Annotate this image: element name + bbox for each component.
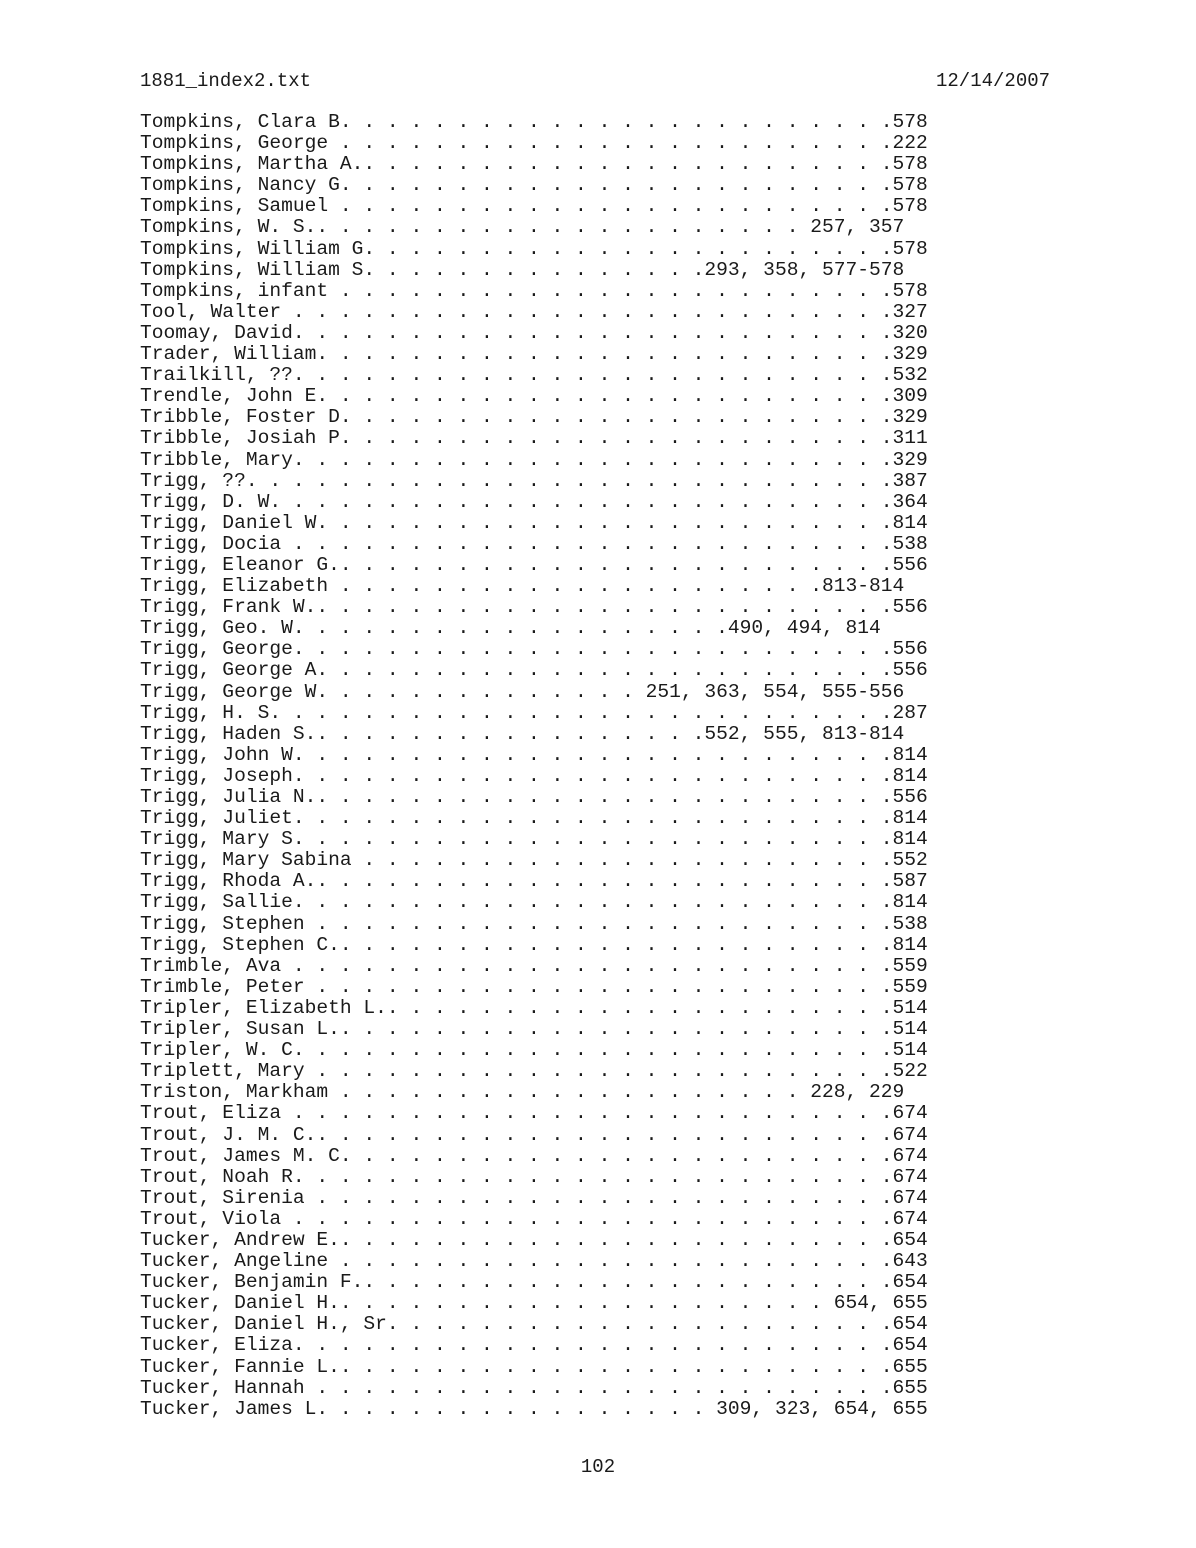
index-entry: Trigg, George A. . . . . . . . . . . . . . . . . . . . . . . . .556 <box>140 659 928 682</box>
index-entry: Trigg, Julia N.. . . . . . . . . . . . . . . . . . . . . . . . .556 <box>140 786 928 808</box>
index-entry: Trigg, Rhoda A.. . . . . . . . . . . . . . . . . . . . . . . . .587 <box>140 870 928 893</box>
index-entry: Tucker, Eliza. . . . . . . . . . . . . . . . . . . . . . . . . .654 <box>140 1334 928 1357</box>
index-entry: Tompkins, William G. . . . . . . . . . . . . . . . . . . . . . .578 <box>140 237 928 260</box>
index-entry: Tucker, Benjamin F.. . . . . . . . . . . . . . . . . . . . . . .654 <box>140 1271 928 1294</box>
index-entry: Trigg, H. S. . . . . . . . . . . . . . . . . . . . . . . . . . .287 <box>140 701 928 724</box>
index-entry: Trigg, Daniel W. . . . . . . . . . . . . . . . . . . . . . . . .814 <box>140 511 928 534</box>
index-entry: Trigg, John W. . . . . . . . . . . . . . . . . . . . . . . . . .814 <box>140 743 928 766</box>
index-entry: Trigg, Elizabeth . . . . . . . . . . . . . . . . . . . . .813-814 <box>140 575 905 598</box>
index-entry: Tribble, Josiah P. . . . . . . . . . . . . . . . . . . . . . . .311 <box>140 427 928 450</box>
index-entry: Trigg, Eleanor G.. . . . . . . . . . . . . . . . . . . . . . . .556 <box>140 553 928 576</box>
index-list <box>140 112 928 1420</box>
index-entry: Trigg, Juliet. . . . . . . . . . . . . . . . . . . . . . . . . .814 <box>140 807 928 830</box>
index-entry: Tompkins, Samuel . . . . . . . . . . . . . . . . . . . . . . . .578 <box>140 195 928 218</box>
index-entry: Trigg, Haden S.. . . . . . . . . . . . . . . . .552, 555, 813-814 <box>140 722 905 745</box>
index-entry: Tucker, Angeline . . . . . . . . . . . . . . . . . . . . . . . .643 <box>140 1250 928 1273</box>
index-entry: Triston, Markham . . . . . . . . . . . . . . . . . . . . 228, 229 <box>140 1081 905 1104</box>
index-entry: Tucker, Daniel H.. . . . . . . . . . . . . . . . . . . . . 654, 655 <box>140 1292 928 1315</box>
index-entry: Tompkins, William S. . . . . . . . . . . . . . .293, 358, 577-578 <box>140 258 905 281</box>
index-entry: Tool, Walter . . . . . . . . . . . . . . . . . . . . . . . . . .327 <box>140 300 928 323</box>
index-entry: Tompkins, infant . . . . . . . . . . . . . . . . . . . . . . . .578 <box>140 279 928 302</box>
index-entry: Trigg, Stephen C.. . . . . . . . . . . . . . . . . . . . . . . .814 <box>140 933 928 956</box>
index-entry: Trigg, Sallie. . . . . . . . . . . . . . . . . . . . . . . . . .814 <box>140 891 928 914</box>
index-entry: Tripler, Elizabeth L.. . . . . . . . . . . . . . . . . . . . . .514 <box>140 996 928 1019</box>
index-entry: Trigg, Docia . . . . . . . . . . . . . . . . . . . . . . . . . .538 <box>140 532 928 555</box>
index-entry: Trout, J. M. C.. . . . . . . . . . . . . . . . . . . . . . . . .674 <box>140 1123 928 1146</box>
index-entry: Trout, Noah R. . . . . . . . . . . . . . . . . . . . . . . . . .674 <box>140 1165 928 1188</box>
index-entry: Trigg, George. . . . . . . . . . . . . . . . . . . . . . . . . .556 <box>140 638 928 661</box>
index-entry: Trigg, D. W. . . . . . . . . . . . . . . . . . . . . . . . . . .364 <box>140 490 928 513</box>
index-entry: Trigg, Geo. W. . . . . . . . . . . . . . . . . . .490, 494, 814 <box>140 617 881 640</box>
index-entry: Tribble, Foster D. . . . . . . . . . . . . . . . . . . . . . . .329 <box>140 406 928 429</box>
index-entry: Trigg, ??. . . . . . . . . . . . . . . . . . . . . . . . . . . .387 <box>140 469 928 492</box>
index-entry: Trigg, Joseph. . . . . . . . . . . . . . . . . . . . . . . . . .814 <box>140 764 928 787</box>
page-number: 102 <box>580 1456 616 1478</box>
index-entry: Tucker, Daniel H., Sr. . . . . . . . . . . . . . . . . . . . . .654 <box>140 1313 928 1336</box>
index-entry: Trailkill, ??. . . . . . . . . . . . . . . . . . . . . . . . . .532 <box>140 364 928 387</box>
index-entry: Tompkins, W. S.. . . . . . . . . . . . . . . . . . . . . 257, 357 <box>140 216 905 239</box>
document-filename: 1881_index2.txt <box>140 70 312 92</box>
index-entry: Tucker, Andrew E.. . . . . . . . . . . . . . . . . . . . . . . .654 <box>140 1228 928 1251</box>
index-entry: Trimble, Peter . . . . . . . . . . . . . . . . . . . . . . . . .559 <box>140 975 928 998</box>
index-entry: Tompkins, Clara B. . . . . . . . . . . . . . . . . . . . . . . .578 <box>140 111 928 133</box>
document-date: 12/14/2007 <box>936 70 1051 92</box>
index-entry: Trader, William. . . . . . . . . . . . . . . . . . . . . . . . .329 <box>140 343 928 366</box>
index-entry: Tompkins, George . . . . . . . . . . . . . . . . . . . . . . . .222 <box>140 132 928 155</box>
index-entry: Trigg, Mary Sabina . . . . . . . . . . . . . . . . . . . . . . .552 <box>140 849 928 872</box>
index-entry: Triplett, Mary . . . . . . . . . . . . . . . . . . . . . . . . .522 <box>140 1060 928 1083</box>
index-entry: Tribble, Mary. . . . . . . . . . . . . . . . . . . . . . . . . .329 <box>140 448 928 471</box>
index-entry: Tucker, James L. . . . . . . . . . . . . . . . . 309, 323, 654, 655 <box>140 1397 928 1420</box>
index-entry: Trout, Eliza . . . . . . . . . . . . . . . . . . . . . . . . . .674 <box>140 1102 928 1125</box>
index-entry: Trigg, Stephen . . . . . . . . . . . . . . . . . . . . . . . . .538 <box>140 912 928 935</box>
index-entry: Trout, Viola . . . . . . . . . . . . . . . . . . . . . . . . . .674 <box>140 1207 928 1230</box>
index-entry: Tripler, Susan L.. . . . . . . . . . . . . . . . . . . . . . . .514 <box>140 1018 928 1041</box>
index-entry: Trigg, Frank W.. . . . . . . . . . . . . . . . . . . . . . . . .556 <box>140 596 928 619</box>
index-entry: Trout, James M. C. . . . . . . . . . . . . . . . . . . . . . . .674 <box>140 1144 928 1167</box>
index-entry: Trigg, George W. . . . . . . . . . . . . . 251, 363, 554, 555-556 <box>140 680 905 703</box>
index-entry: Tripler, W. C. . . . . . . . . . . . . . . . . . . . . . . . . .514 <box>140 1039 928 1062</box>
index-entry: Tompkins, Martha A.. . . . . . . . . . . . . . . . . . . . . . .578 <box>140 153 928 176</box>
index-entry: Trimble, Ava . . . . . . . . . . . . . . . . . . . . . . . . . .559 <box>140 954 928 977</box>
index-entry: Toomay, David. . . . . . . . . . . . . . . . . . . . . . . . . .320 <box>140 321 928 344</box>
index-entry: Trendle, John E. . . . . . . . . . . . . . . . . . . . . . . . .309 <box>140 385 928 408</box>
index-entry: Trigg, Mary S. . . . . . . . . . . . . . . . . . . . . . . . . .814 <box>140 828 928 851</box>
index-entry: Tompkins, Nancy G. . . . . . . . . . . . . . . . . . . . . . . .578 <box>140 174 928 197</box>
index-entry: Trout, Sirenia . . . . . . . . . . . . . . . . . . . . . . . . .674 <box>140 1186 928 1209</box>
index-entry: Tucker, Hannah . . . . . . . . . . . . . . . . . . . . . . . . .655 <box>140 1376 928 1399</box>
index-entry: Tucker, Fannie L.. . . . . . . . . . . . . . . . . . . . . . . .655 <box>140 1355 928 1378</box>
